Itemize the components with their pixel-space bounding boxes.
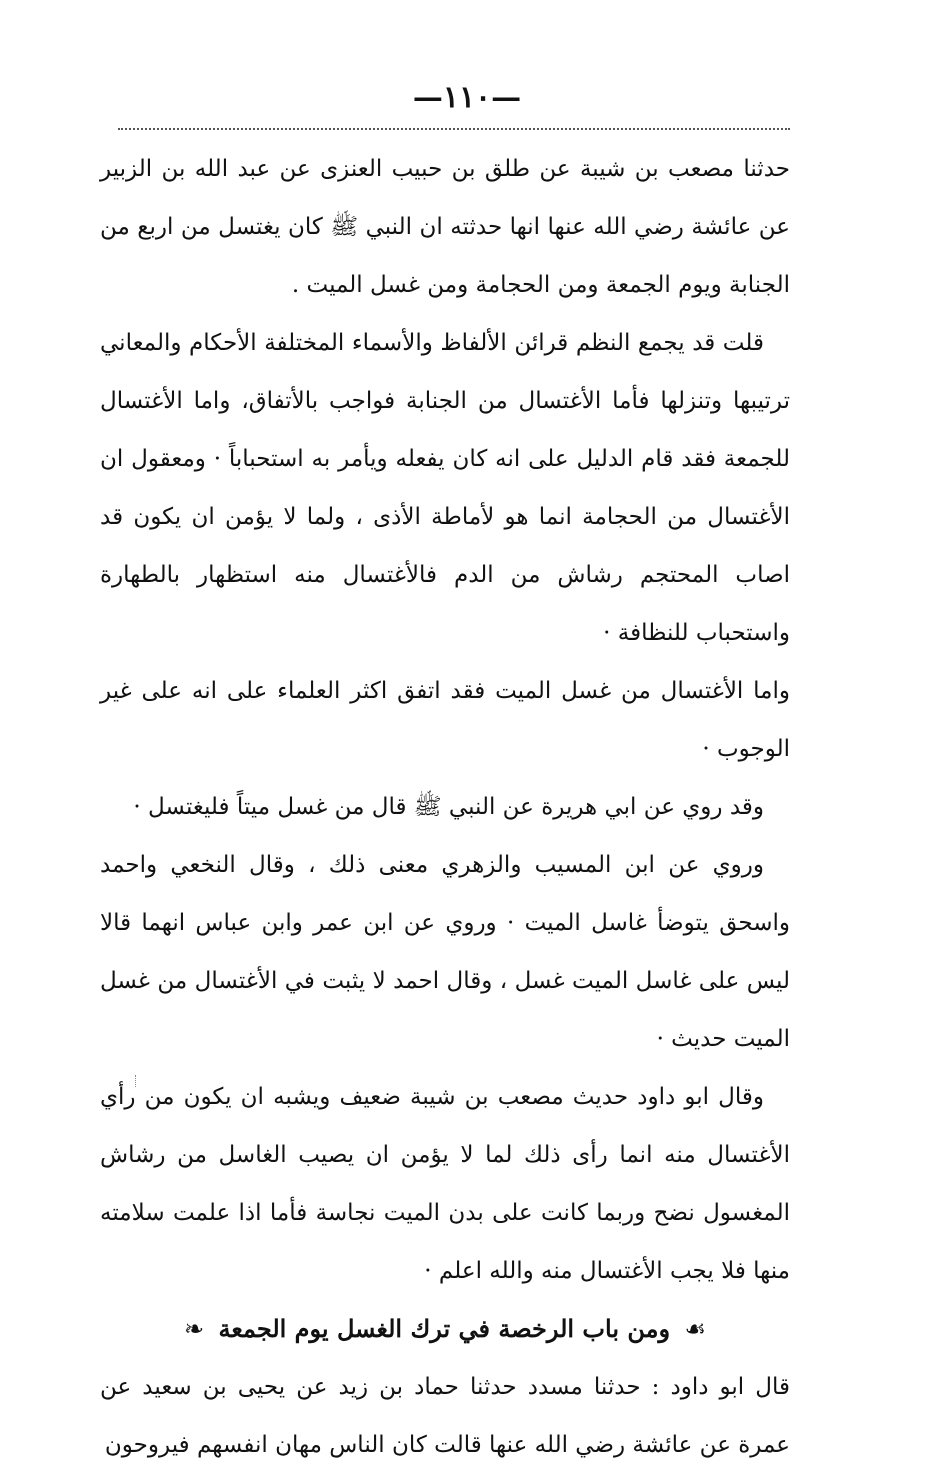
header-divider: [118, 128, 790, 130]
commentary-paragraph: وقد روي عن ابي هريرة عن النبي ﷺ قال من غسل ميتاً فليغتسل ·: [133, 794, 764, 820]
section-heading: [100, 1300, 790, 1358]
commentary-paragraph: وروي عن ابن المسيب والزهري معنى ذلك ، وقال النخعي واحمد واسحق يتوضأ غاسل الميت · وروي عن ابن عمر وابن عباس انهما قالا ليس على غاسل الميت غسل ، وقال احمد لا يثبت في الأغتسال من غسل الميت حديث ·: [100, 852, 790, 1052]
commentary-paragraph: قلت قد يجمع النظم قرائن الألفاظ والأسماء المختلفة الأحكام والمعاني ترتيبها وتنزلها فأما الأغتسال من الجنابة فواجب بالأتفاق، واما الأغتسال للجمعة فقد قام الدليل على انه كان يفعله ويأمر به استحباباً · ومعقول ان الأغتسال من الحجامة انما هو لأماطة الأذى ، ولما لا يؤمن ان يكون قد اصاب المحتجم رشاش من الدم فالأغتسال منه استظهار بالطهارة واستحباب للنظافة ·: [100, 330, 790, 646]
hadith-paragraph: قال ابو داود : حدثنا مسدد حدثنا حماد بن زيد عن يحيى بن سعيد عن عمرة عن عائشة رضي الله عنها قالت كان الناس مهان انفسهم فيروحون: [100, 1374, 790, 1458]
page-body: [100, 140, 790, 1474]
ornament-right-icon: ☙: [684, 1315, 706, 1343]
page-number: —١١٠—: [412, 80, 522, 115]
section-title: ومن باب الرخصة في ترك الغسل يوم الجمعة: [218, 1314, 671, 1343]
ornament-left-icon: ❧: [184, 1315, 205, 1343]
commentary-paragraph: واما الأغتسال من غسل الميت فقد اتفق اكثر العلماء على انه على غير الوجوب ·: [100, 678, 790, 762]
commentary-paragraph: وقال ابو داود حديث مصعب بن شيبة ضعيف ويشبه ان يكون من رأي الأغتسال منه انما رأى ذلك لما لا يؤمن ان يصيب الغاسل من رشاش المغسول نضح وربما كانت على بدن الميت نجاسة فأما اذا علمت سلامته منها فلا يجب الأغتسال منه والله اعلم ·: [100, 1084, 790, 1284]
hadith-paragraph: حدثنا مصعب بن شيبة عن طلق بن حبيب العنزى عن عبد الله بن الزبير عن عائشة رضي الله عنها انها حدثته ان النبي ﷺ كان يغتسل من اربع من الجنابة ويوم الجمعة ومن الحجامة ومن غسل الميت .: [100, 156, 790, 298]
scan-mark: [135, 1075, 140, 1087]
